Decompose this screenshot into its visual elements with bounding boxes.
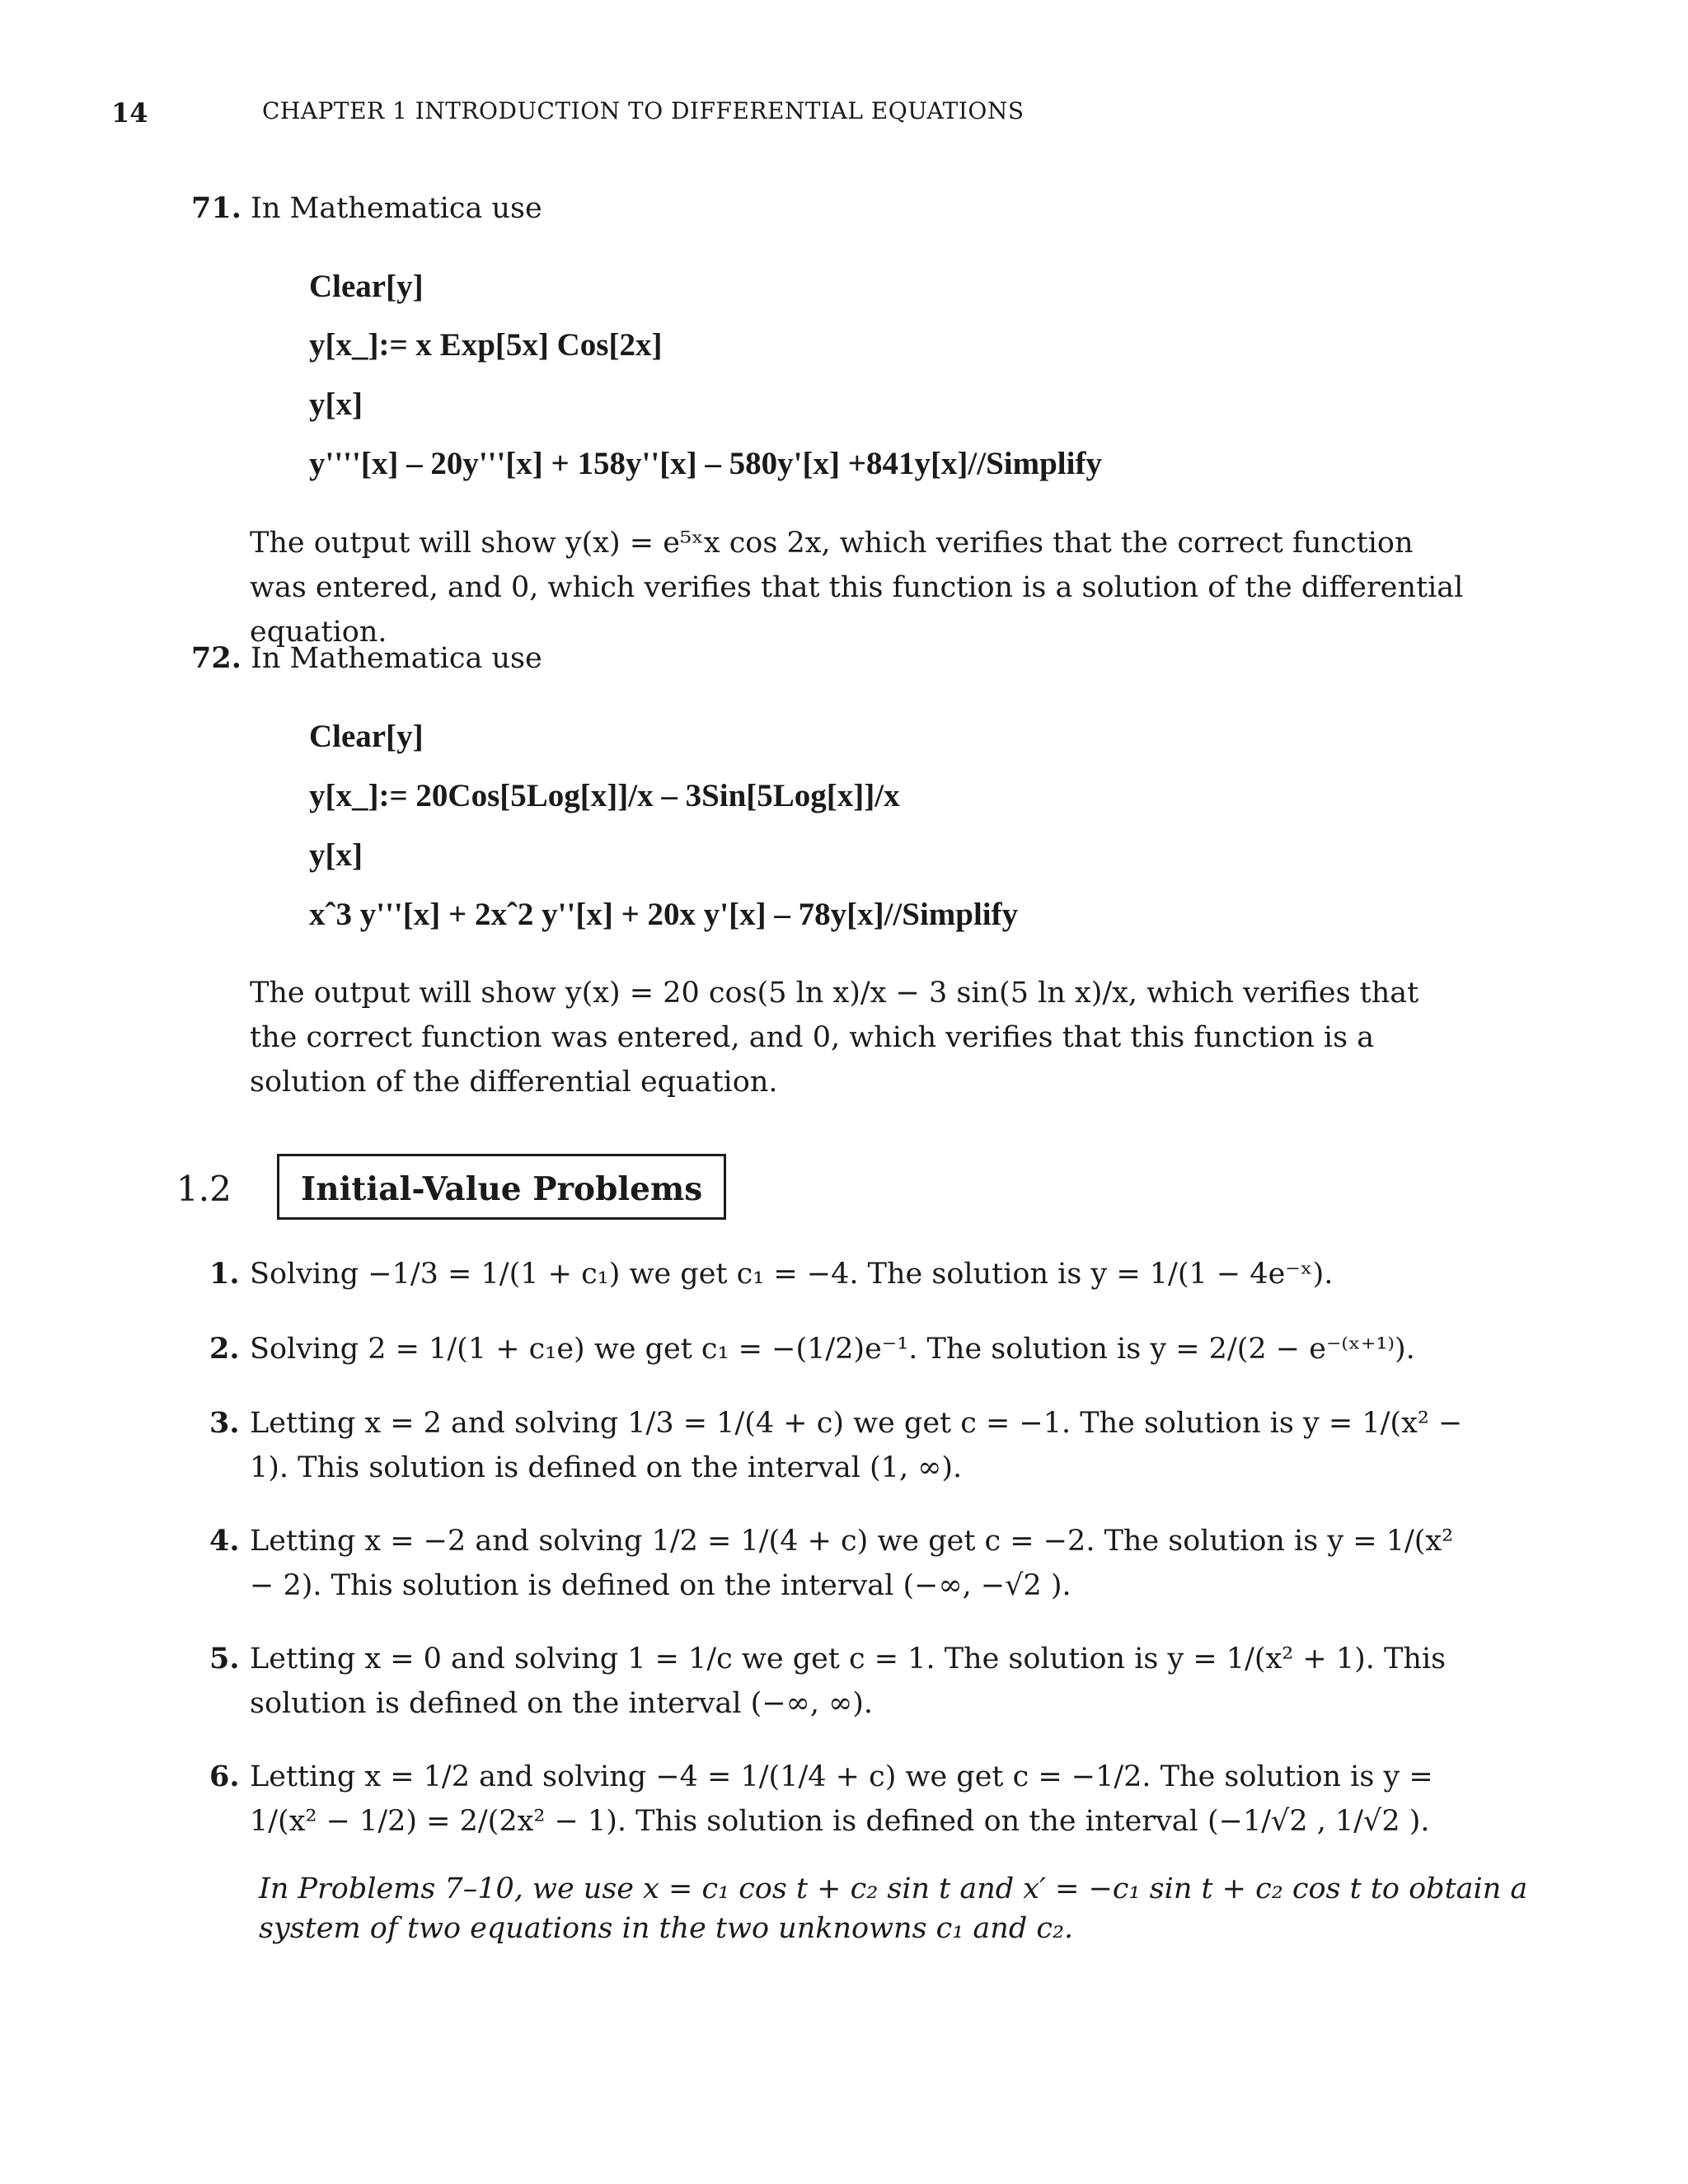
code-line: y''''[x] – 20y'''[x] + 158y''[x] – 580y'[x] +841y[x]//Simplify (309, 446, 1102, 481)
code-line: y[x] (309, 837, 363, 873)
item-number: 2. (209, 1332, 240, 1366)
item-text: Letting x = −2 and solving 1/2 = 1/(4 + c) we get c = −2. The solution is y = 1/(x² − 2). This solution is defined on the interval (−∞, −√2 ). (250, 1525, 1454, 1602)
item-text: Letting x = 1/2 and solving −4 = 1/(1/4 + c) we get c = −1/2. The solution is y = 1/(x² − 1/2) = 2/(2x² − 1). This solution is defined on the interval (−1/√2 , 1/√2 ). (250, 1760, 1433, 1838)
item-text: Letting x = 0 and solving 1 = 1/c we get c = 1. The solution is y = 1/(x² + 1). This solution is defined on the interval (−∞, ∞). (250, 1643, 1447, 1720)
item-text: Solving 2 = 1/(1 + c₁e) we get c₁ = −(1/2)e⁻¹. The solution is y = 2/(2 − e⁻⁽ˣ⁺¹⁾). (250, 1333, 1415, 1366)
running-head: CHAPTER 1 INTRODUCTION TO DIFFERENTIAL EQUATIONS (262, 97, 1025, 124)
problem-intro: In Mathematica use (251, 642, 542, 675)
problems-note: In Problems 7–10, we use x = c₁ cos t + c₂ sin t and x′ = −c₁ sin t + c₂ cos t to obtain a system of two equations in the two unknowns c₁ and c₂. (259, 1872, 1528, 1945)
problem-71-heading (191, 191, 542, 225)
problem-72-heading (191, 641, 542, 675)
section-number: 1.2 (176, 1169, 232, 1209)
code-line: Clear[y] (309, 269, 424, 304)
output-paragraph: The output will show y(x) = e⁵ˣx cos 2x, which verifies that the correct function was entered, and 0, which verifies that this function is a solution of the differential equation. (250, 527, 1464, 649)
code-line: y[x] (309, 387, 363, 422)
code-line: y[x_]:= x Exp[5x] Cos[2x] (309, 327, 663, 363)
item-text: Letting x = 2 and solving 1/3 = 1/(4 + c) we get c = −1. The solution is y = 1/(x² − 1). This solution is defined on the interval (1, ∞). (250, 1407, 1463, 1484)
problem-number: 71. (191, 191, 241, 225)
item-text: Solving −1/3 = 1/(1 + c₁) we get c₁ = −4. The solution is y = 1/(1 − 4e⁻ˣ). (250, 1258, 1334, 1291)
item-number: 3. (209, 1406, 240, 1440)
problem-intro: In Mathematica use (251, 192, 542, 225)
item-number: 1. (209, 1257, 240, 1291)
code-line: y[x_]:= 20Cos[5Log[x]]/x – 3Sin[5Log[x]]/x (309, 778, 900, 813)
output-paragraph: The output will show y(x) = 20 cos(5 ln x)/x − 3 sin(5 ln x)/x, which verifies that the correct function was entered, and 0, which verifies that this function is a solution of the differential equation. (250, 977, 1419, 1099)
code-line: xˆ3 y'''[x] + 2xˆ2 y''[x] + 20x y'[x] – 78y[x]//Simplify (309, 897, 1019, 932)
page-number: 14 (111, 97, 148, 129)
code-line: Clear[y] (309, 719, 424, 754)
problem-number: 72. (191, 641, 241, 675)
section-title: Initial-Value Problems (277, 1154, 726, 1220)
item-number: 4. (209, 1524, 240, 1558)
item-number: 6. (209, 1760, 240, 1793)
item-number: 5. (209, 1642, 240, 1675)
